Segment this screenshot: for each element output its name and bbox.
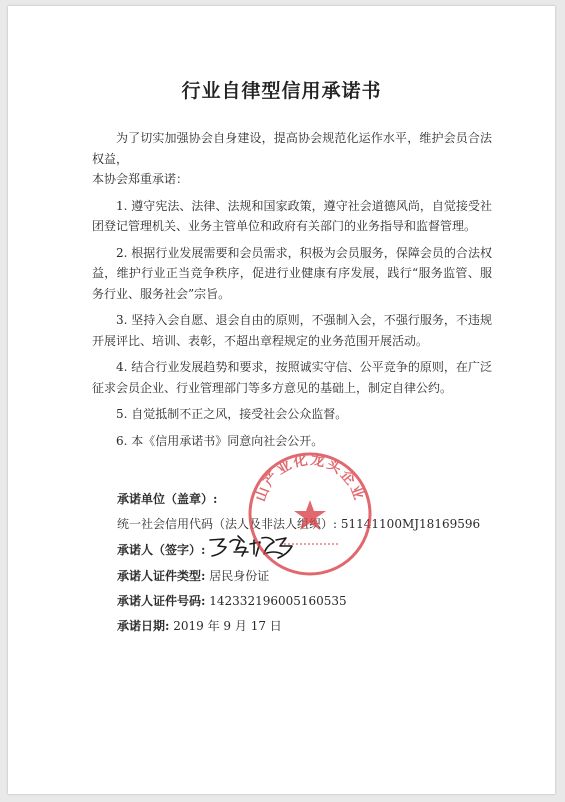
id-type-value: 居民身份证	[209, 569, 270, 583]
id-type-label: 承诺人证件类型:	[117, 569, 206, 583]
id-number-label: 承诺人证件号码:	[117, 594, 206, 608]
unit-label: 承诺单位（盖章）:	[117, 492, 218, 506]
credit-code-value: 51141100MJ18169596	[340, 517, 481, 531]
commitment-item-4: 4. 结合行业发展趋势和要求，按照诚实守信、公平竞争的原则，在广泛征求会员企业、行业管理部门等多方意见的基础上，制定自律公约。	[92, 360, 492, 395]
svg-text:山产业化龙头企业: 山产业化龙头企业	[252, 452, 368, 504]
document-title: 行业自律型信用承诺书	[181, 80, 382, 102]
signer-label: 承诺人（签字）:	[117, 543, 206, 557]
commitment-item-5: 5. 自觉抵制不正之风，接受社会公众监督。	[116, 407, 348, 421]
date-value: 2019 年 9 月 17 日	[173, 619, 282, 633]
id-number-value: 142332196005160535	[209, 594, 347, 608]
commitment-item-1: 1. 遵守宪法、法律、法规和国家政策，遵守社会道德风尚，自觉接受社团登记管理机关、业务主管单位和政府有关部门的业务指导和监督管理。	[92, 198, 492, 233]
commitment-item-3: 3. 坚持入会自愿、退会自由的原则，不强制入会，不强行服务，不违规开展评比、培训、表彰，不超出章程规定的业务范围开展活动。	[92, 313, 492, 348]
date-label: 承诺日期:	[117, 619, 170, 633]
commitment-item-6: 6. 本《信用承诺书》同意向社会公开。	[116, 433, 324, 448]
official-seal	[244, 448, 376, 580]
unit-row	[117, 490, 217, 507]
signer-row	[117, 541, 205, 558]
date-row	[117, 617, 282, 634]
credit-code-label: 统一社会信用代码（法人及非法人组织）:	[117, 517, 338, 531]
commitment-item-2: 2. 根据行业发展需要和会员需求，积极为会员服务，保障会员的合法权益，维护行业正当竞争秩序，促进行业健康有序发展，践行“服务监管、服务行业、服务社会”宗旨。	[92, 245, 492, 301]
id-number-row	[117, 592, 347, 609]
document-page	[8, 6, 555, 794]
intro-paragraph-cont: 本协会郑重承诺：	[92, 172, 189, 186]
document-body	[92, 128, 492, 457]
intro-paragraph: 为了切实加强协会自身建设，提高协会规范化运作水平，维护会员合法权益，	[92, 131, 492, 166]
